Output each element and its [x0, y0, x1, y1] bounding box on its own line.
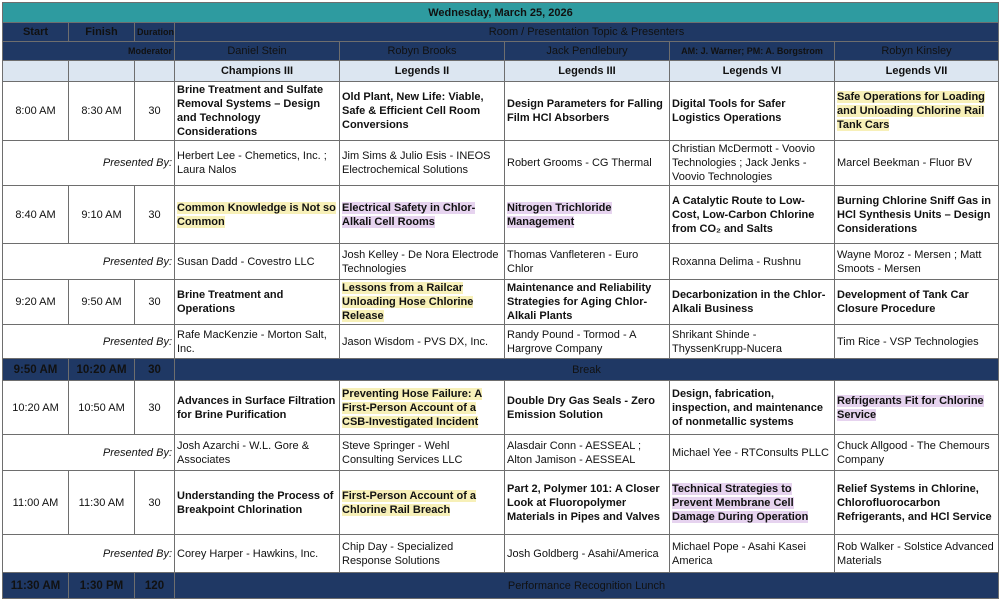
presenter: Rafe MacKenzie - Morton Salt, Inc. — [175, 325, 340, 359]
presented-by-label: Presented By: — [3, 325, 175, 359]
presenter-row — [3, 325, 999, 359]
moderator-1: Daniel Stein — [175, 42, 340, 61]
topic: Technical Strategies to Prevent Membrane Cell Damage During Operation — [672, 482, 809, 523]
topic: Old Plant, New Life: Viable, Safe & Efficient Cell Room Conversions — [340, 82, 505, 141]
finish-header: Finish — [69, 23, 135, 42]
session-finish: 9:10 AM — [69, 186, 135, 244]
topic: Maintenance and Reliability Strategies for Aging Chlor-Alkali Plants — [505, 280, 670, 325]
room-topic-header: Room / Presentation Topic & Presenters — [175, 23, 999, 42]
session-start: 11:00 AM — [3, 471, 69, 535]
presented-by-label: Presented By: — [3, 535, 175, 573]
presenter-row — [3, 141, 999, 186]
break-label: Break — [175, 359, 999, 381]
session-duration: 30 — [135, 471, 175, 535]
topic: Refrigerants Fit for Chlorine Service — [837, 394, 984, 421]
topic: Development of Tank Car Closure Procedure — [835, 280, 999, 325]
topic: First-Person Account of a Chlorine Rail Breach — [342, 489, 477, 516]
presenter: Jason Wisdom - PVS DX, Inc. — [340, 325, 505, 359]
presenter: Christian McDermott - Voovio Technologies ; Jack Jenks - Voovio Technologies — [670, 141, 835, 186]
presenter-row — [3, 535, 999, 573]
presenter: Jim Sims & Julio Esis - INEOS Electrochemical Solutions — [340, 141, 505, 186]
presenter: Marcel Beekman - Fluor BV — [835, 141, 999, 186]
moderator-label: Moderator — [3, 42, 175, 61]
topic: Relief Systems in Chlorine, Chlorofluorocarbon Refrigerants, and HCl Service — [835, 471, 999, 535]
presenter: Thomas Vanfleteren - Euro Chlor — [505, 244, 670, 280]
room-legends-ii: Legends II — [340, 61, 505, 82]
moderator-2: Robyn Brooks — [340, 42, 505, 61]
break-finish: 10:20 AM — [69, 359, 135, 381]
presenter: Chuck Allgood - The Chemours Company — [835, 435, 999, 471]
topic: Electrical Safety in Chlor-Alkali Cell Rooms — [342, 201, 476, 228]
session-duration: 30 — [135, 280, 175, 325]
topic: Part 2, Polymer 101: A Closer Look at Fluoropolymer Materials in Pipes and Valves — [505, 471, 670, 535]
topic: A Catalytic Route to Low-Cost, Low-Carbon Chlorine from CO₂ and Salts — [670, 186, 835, 244]
presenter: Wayne Moroz - Mersen ; Matt Smoots - Mersen — [835, 244, 999, 280]
session-duration: 30 — [135, 82, 175, 141]
topic: Decarbonization in the Chlor-Alkali Business — [670, 280, 835, 325]
lunch-finish: 1:30 PM — [69, 573, 135, 599]
presenter: Susan Dadd - Covestro LLC — [175, 244, 340, 280]
moderator-4: AM: J. Warner; PM: A. Borgstrom — [670, 42, 835, 61]
presenter: Josh Azarchi - W.L. Gore & Associates — [175, 435, 340, 471]
lunch-label: Performance Recognition Lunch — [175, 573, 999, 599]
session-start: 10:20 AM — [3, 381, 69, 435]
room-legends-vi: Legends VI — [670, 61, 835, 82]
lunch-start: 11:30 AM — [3, 573, 69, 599]
session-row — [3, 186, 999, 244]
session-start: 9:20 AM — [3, 280, 69, 325]
break-row — [3, 359, 999, 381]
presenter-row — [3, 435, 999, 471]
lunch-row — [3, 573, 999, 599]
date-header: Wednesday, March 25, 2026 — [3, 3, 999, 23]
break-start: 9:50 AM — [3, 359, 69, 381]
presented-by-label: Presented By: — [3, 141, 175, 186]
presenter: Randy Pound - Tormod - A Hargrove Company — [505, 325, 670, 359]
room-champions-iii: Champions III — [175, 61, 340, 82]
presenter: Chip Day - Specialized Response Solutions — [340, 535, 505, 573]
session-row — [3, 82, 999, 141]
topic: Safe Operations for Loading and Unloading Chlorine Rail Tank Cars — [837, 91, 985, 131]
topic: Understanding the Process of Breakpoint Chlorination — [175, 471, 340, 535]
session-row — [3, 381, 999, 435]
topic: Burning Chlorine Sniff Gas in HCl Synthesis Units – Design Considerations — [835, 186, 999, 244]
presenter: Josh Goldberg - Asahi/America — [505, 535, 670, 573]
presenter: Robert Grooms - CG Thermal — [505, 141, 670, 186]
schedule-table — [2, 2, 999, 599]
topic: Brine Treatment and Operations — [175, 280, 340, 325]
session-finish: 8:30 AM — [69, 82, 135, 141]
topic: Double Dry Gas Seals - Zero Emission Solution — [505, 381, 670, 435]
room-legends-iii: Legends III — [505, 61, 670, 82]
room-legends-vii: Legends VII — [835, 61, 999, 82]
session-row — [3, 280, 999, 325]
topic: Design Parameters for Falling Film HCl Absorbers — [505, 82, 670, 141]
topic: Lessons from a Railcar Unloading Hose Chlorine Release — [342, 282, 474, 322]
lunch-duration: 120 — [135, 573, 175, 599]
session-duration: 30 — [135, 381, 175, 435]
presenter: Roxanna Delima - Rushnu — [670, 244, 835, 280]
presenter-row — [3, 244, 999, 280]
moderator-3: Jack Pendlebury — [505, 42, 670, 61]
topic: Digital Tools for Safer Logistics Operations — [670, 82, 835, 141]
topic: Design, fabrication, inspection, and maintenance of nonmetallic systems — [670, 381, 835, 435]
session-finish: 10:50 AM — [69, 381, 135, 435]
presenter: Josh Kelley - De Nora Electrode Technologies — [340, 244, 505, 280]
duration-header: Duration — [135, 23, 175, 42]
session-finish: 9:50 AM — [69, 280, 135, 325]
presenter: Steve Springer - Wehl Consulting Services LLC — [340, 435, 505, 471]
topic: Preventing Hose Failure: A First-Person Account of a CSB-Investigated Incident — [342, 387, 483, 428]
topic: Nitrogen Trichloride Management — [507, 201, 612, 228]
break-duration: 30 — [135, 359, 175, 381]
presenter: Rob Walker - Solstice Advanced Materials — [835, 535, 999, 573]
presented-by-label: Presented By: — [3, 244, 175, 280]
presenter: Corey Harper - Hawkins, Inc. — [175, 535, 340, 573]
start-header: Start — [3, 23, 69, 42]
presented-by-label: Presented By: — [3, 435, 175, 471]
presenter: Tim Rice - VSP Technologies — [835, 325, 999, 359]
topic: Brine Treatment and Sulfate Removal Systems – Design and Technology Considerations — [175, 82, 340, 141]
presenter: Shrikant Shinde - ThyssenKrupp-Nucera — [670, 325, 835, 359]
session-start: 8:40 AM — [3, 186, 69, 244]
moderator-5: Robyn Kinsley — [835, 42, 999, 61]
presenter: Alasdair Conn - AESSEAL ; Alton Jamison - AESSEAL — [505, 435, 670, 471]
topic: Advances in Surface Filtration for Brine Purification — [175, 381, 340, 435]
presenter: Herbert Lee - Chemetics, Inc. ; Laura Nalos — [175, 141, 340, 186]
session-row — [3, 471, 999, 535]
presenter: Michael Pope - Asahi Kasei America — [670, 535, 835, 573]
session-finish: 11:30 AM — [69, 471, 135, 535]
session-duration: 30 — [135, 186, 175, 244]
presenter: Michael Yee - RTConsults PLLC — [670, 435, 835, 471]
topic: Common Knowledge is Not so Common — [177, 201, 336, 228]
session-start: 8:00 AM — [3, 82, 69, 141]
